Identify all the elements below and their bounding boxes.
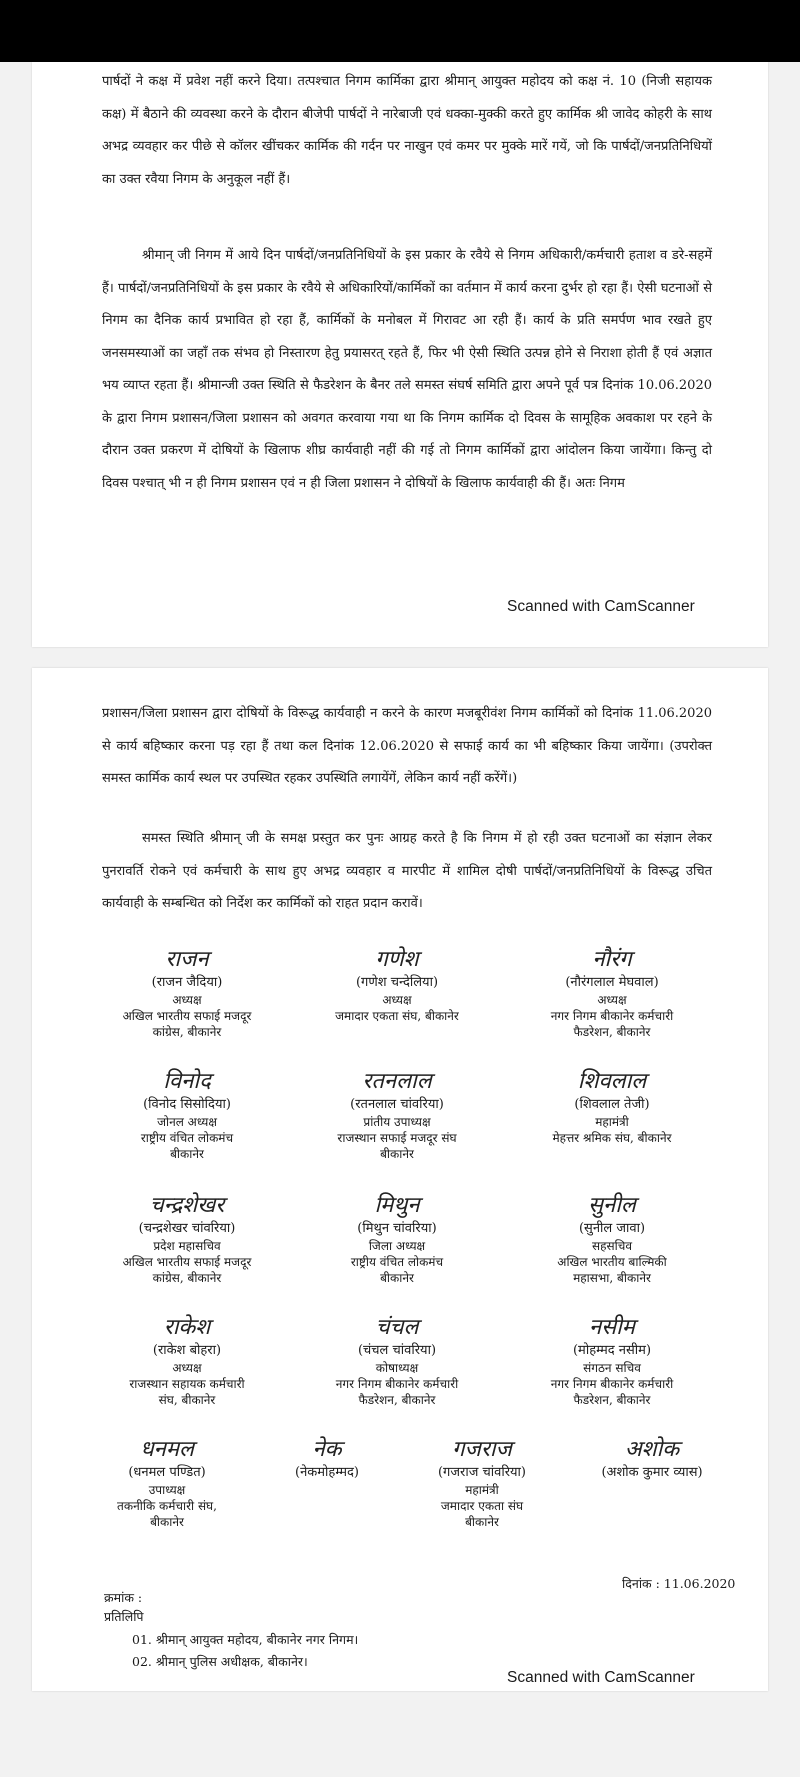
signatory-line: अखिल भारतीय बाल्मिकी: [557, 1255, 667, 1269]
signature: गणेश: [375, 947, 419, 972]
paragraph: समस्त स्थिति श्रीमान् जी के समक्ष प्रस्तुत कर पुनः आग्रह करते है कि निगम में हो रही उक्त घटनाओं का संज्ञान लेकर पुनरावर्ति रोकने एवं कर्मचारी के साथ हुए अभद्र व्यवहार व मारपीट में शामिल दोषी पार्षदों/जनप्रतिनिधियों के विरूद्ध उचित कार्यवाही के सम्बन्धित को निर्देश कर कार्मिकों को राहत प्रदान करावें।: [102, 831, 712, 911]
signatory-name: (मोहम्मद नसीम): [572, 1343, 652, 1358]
signatory-line: बीकानेर: [465, 1515, 499, 1529]
signature: शिवलाल: [577, 1069, 647, 1094]
signatory-name: (अशोक कुमार व्यास): [601, 1465, 703, 1480]
signatory-line: फैडरेशन, बीकानेर: [573, 1025, 651, 1039]
signatory-line: तकनीकि कर्मचारी संघ,: [117, 1499, 217, 1513]
signature: राकेश: [163, 1315, 211, 1340]
signatory-name: (गजराज चांवरिया): [437, 1465, 526, 1480]
signatory-line: नगर निगम बीकानेर कर्मचारी: [550, 1377, 674, 1391]
signatory-block: [302, 946, 492, 1024]
signatory-line: बीकानेर: [150, 1515, 184, 1529]
signatory-name: (रतनलाल चांवरिया): [350, 1097, 444, 1112]
signatory-block: [92, 1314, 282, 1408]
signatory-line: महामंत्री: [465, 1483, 499, 1497]
paragraph: प्रशासन/जिला प्रशासन द्वारा दोषियों के विरूद्ध कार्यवाही न करने के कारण मजबूरीवंश निगम कार्मिकों को दिनांक 11.06.2020 से कार्य बहिष्कार करना पड़ रहा हैं तथा कल दिनांक 12.06.2020 से सफाई कार्य का भी बहिष्कार किया जायेंगा। (उपरोक्त समस्त कार्मिक कार्य स्थल पर उपस्थित रहकर उपस्थिति लगायेंगें, लेकिन कार्य नहीं करेंगें।): [102, 706, 712, 786]
signatory-block: [512, 1192, 712, 1286]
signatory-name: (मिथुन चांवरिया): [357, 1221, 437, 1236]
paragraph: पार्षदों ने कक्ष में प्रवेश नहीं करने दिया। तत्पश्चात निगम कार्मिका द्वारा श्रीमान् आयुक्त महोदय को कक्ष नं. 10 (निजी सहायक कक्ष) में बैठाने की व्यवस्था करने के दौरान बीजेपी पार्षदों ने नारेबाजी एवं धक्का-मुक्की करते हुए कार्मिक श्री जावेद कोहरी के साथ अभद्र व्यवहार कर पीछे से कॉलर खींचकर कार्मिक की गर्दन पर नाखुन एवं कमर पर मुक्के मारें गयें, जो कि पार्षदों/जनप्रतिनिधियों का उक्त रवैया निगम के अनुकूल नहीं हैं।: [102, 74, 712, 187]
signatory-line: कांग्रेस, बीकानेर: [152, 1271, 222, 1285]
top-bar: [0, 0, 800, 62]
signatory-block: [92, 946, 282, 1040]
signatory-name: (नेकमोहम्मद): [295, 1465, 359, 1480]
signatory-line: बीकानेर: [380, 1271, 414, 1285]
signatory-line: मेहत्तर श्रमिक संघ, बीकानेर: [552, 1131, 672, 1145]
signatory-line: राजस्थान सफाई मजदूर संघ: [337, 1131, 457, 1145]
scanned-page-2: [32, 668, 768, 1691]
signature: विनोद: [163, 1069, 211, 1094]
camscanner-footer: Scanned with CamScanner: [507, 598, 695, 615]
signatory-line: कांग्रेस, बीकानेर: [152, 1025, 222, 1039]
signatory-line: जमादार एकता संघ: [440, 1499, 524, 1513]
signatory-line: महामंत्री: [595, 1115, 629, 1129]
signatory-line: प्रदेश महासचिव: [153, 1239, 221, 1253]
signatory-block: [512, 946, 712, 1040]
signatory-line: जमादार एकता संघ, बीकानेर: [335, 1009, 459, 1023]
signatory-line: संघ, बीकानेर: [158, 1393, 216, 1407]
signature: सुनील: [588, 1193, 636, 1218]
signatory-block: [302, 1068, 492, 1162]
signatory-block: [92, 1192, 282, 1286]
signature: नेक: [312, 1437, 342, 1462]
signatory-line: फैडरेशन, बीकानेर: [573, 1393, 651, 1407]
signatory-block: [257, 1436, 397, 1482]
signatory-line: उपाध्यक्ष: [148, 1483, 186, 1497]
signatory-line: राष्ट्रीय वंचित लोकमंच: [350, 1255, 444, 1269]
signature: चन्द्रशेखर: [149, 1193, 225, 1218]
copy-recipient: 01. श्रीमान् आयुक्त महोदय, बीकानेर नगर निगम।: [132, 1632, 359, 1647]
signatory-line: बीकानेर: [380, 1147, 414, 1161]
signatory-block: [302, 1314, 492, 1408]
signatory-name: (शिवलाल तेजी): [574, 1097, 650, 1112]
signatory-name: (नौरंगलाल मेघवाल): [565, 975, 659, 990]
signatory-name: (धनमल पण्डित): [128, 1465, 206, 1480]
signature: नौरंग: [592, 947, 632, 972]
signatory-line: अध्यक्ष: [172, 1361, 202, 1375]
signatory-block: [92, 1068, 282, 1162]
signatory-name: (चंचल चांवरिया): [357, 1343, 437, 1358]
signatory-block: [572, 1436, 732, 1482]
signature: मिथुन: [374, 1193, 420, 1218]
signature: गजराज: [452, 1437, 512, 1462]
signatory-line: महासभा, बीकानेर: [573, 1271, 651, 1285]
signature: राजन: [165, 947, 209, 972]
signatory-line: राजस्थान सहायक कर्मचारी: [129, 1377, 245, 1391]
signatory-block: [302, 1192, 492, 1286]
signatory-line: अध्यक्ष: [382, 993, 412, 1007]
signatory-line: अखिल भारतीय सफाई मजदूर: [122, 1009, 252, 1023]
signatory-line: राष्ट्रीय वंचित लोकमंच: [140, 1131, 234, 1145]
signatory-block: [512, 1314, 712, 1408]
signatory-line: अध्यक्ष: [172, 993, 202, 1007]
signatory-line: जोनल अध्यक्ष: [157, 1115, 217, 1129]
paragraph: श्रीमान् जी निगम में आये दिन पार्षदों/जनप्रतिनिधियों के इस प्रकार के रवैये से निगम अधिकारी/कर्मचारी हताश व डरे-सहमें हैं। पार्षदों/जनप्रतिनिधियों के इस प्रकार के रवैये से अधिकारियों/कार्मिकों का वर्तमान में कार्य करना दुर्भर हो रहा हैं। ऐसी घटनाओं से निगम का दैनिक कार्य प्रभावित हो रहा हैं, कार्मिकों के मनोबल में गिरावट आ रही हैं। कार्य के प्रति समर्पण भाव रखते हुए जनसमस्याओं का जहॉं तक संभव हो निस्तारण हेतु प्रयासरत् रहते हैं, फिर भी ऐसी स्थिति उत्पन्न होने से निराशा होती हैं एवं अज्ञात भय व्याप्त रहता हैं। श्रीमान्जी उक्त स्थिति से फैडरेशन के बैनर तले समस्त संघर्ष समिति द्वारा अपने पूर्व पत्र दिनांक 10.06.2020 के द्वारा निगम प्रशासन/जिला प्रशासन को अवगत करवाया गया था कि निगम कार्मिक दो दिवस के सामूहिक अवकाश पर रहने के दौरान उक्त प्रकरण में दोषियों के खिलाफ शीघ्र कार्यवाही नहीं की गई तो निगम कार्मिकों द्वारा आंदोलन किया जायेंगा। किन्तु दो दिवस पश्चात् भी न ही निगम प्रशासन एवं न ही जिला प्रशासन ने दोषियों के खिलाफ कार्यवाही की हैं। अतः निगम: [102, 248, 712, 491]
reference-number-label: क्रमांक :: [104, 1590, 143, 1605]
signatory-line: अखिल भारतीय सफाई मजदूर: [122, 1255, 252, 1269]
signatory-name: (गणेश चन्देलिया): [355, 975, 439, 990]
signatory-line: जिला अध्यक्ष: [368, 1239, 426, 1253]
signature: चंचल: [375, 1315, 419, 1340]
signatory-line: कोषाध्यक्ष: [375, 1361, 419, 1375]
signatory-name: (विनोद सिसोदिया): [143, 1097, 231, 1112]
camscanner-footer: Scanned with CamScanner: [507, 1669, 695, 1686]
signatory-name: (सुनील जावा): [578, 1221, 646, 1236]
scanned-page-1: [32, 62, 768, 647]
signatory-name: (राजन जैदिया): [151, 975, 223, 990]
signature: धनमल: [140, 1437, 194, 1462]
signatory-block: [512, 1068, 712, 1146]
signatory-block: [82, 1436, 252, 1530]
signatory-line: नगर निगम बीकानेर कर्मचारी: [550, 1009, 674, 1023]
signatory-block: [397, 1436, 567, 1530]
signatory-line: बीकानेर: [170, 1147, 204, 1161]
signatory-line: अध्यक्ष: [597, 993, 627, 1007]
signature: नसीम: [589, 1315, 635, 1340]
signatory-name: (चन्द्रशेखर चांवरिया): [138, 1221, 236, 1236]
signatory-line: नगर निगम बीकानेर कर्मचारी: [335, 1377, 459, 1391]
signatory-line: फैडरेशन, बीकानेर: [358, 1393, 436, 1407]
signatory-line: प्रांतीय उपाध्यक्ष: [363, 1115, 431, 1129]
signature: रतनलाल: [362, 1069, 432, 1094]
signatory-line: संगठन सचिव: [583, 1361, 641, 1375]
signatory-name: (राकेश बोहरा): [152, 1343, 222, 1358]
signature: अशोक: [624, 1437, 680, 1462]
copy-recipient: 02. श्रीमान् पुलिस अधीक्षक, बीकानेर।: [132, 1654, 308, 1669]
signatory-line: सहसचिव: [592, 1239, 632, 1253]
copy-to-heading: प्रतिलिपि: [104, 1609, 144, 1624]
date: दिनांक : 11.06.2020: [622, 1576, 736, 1591]
